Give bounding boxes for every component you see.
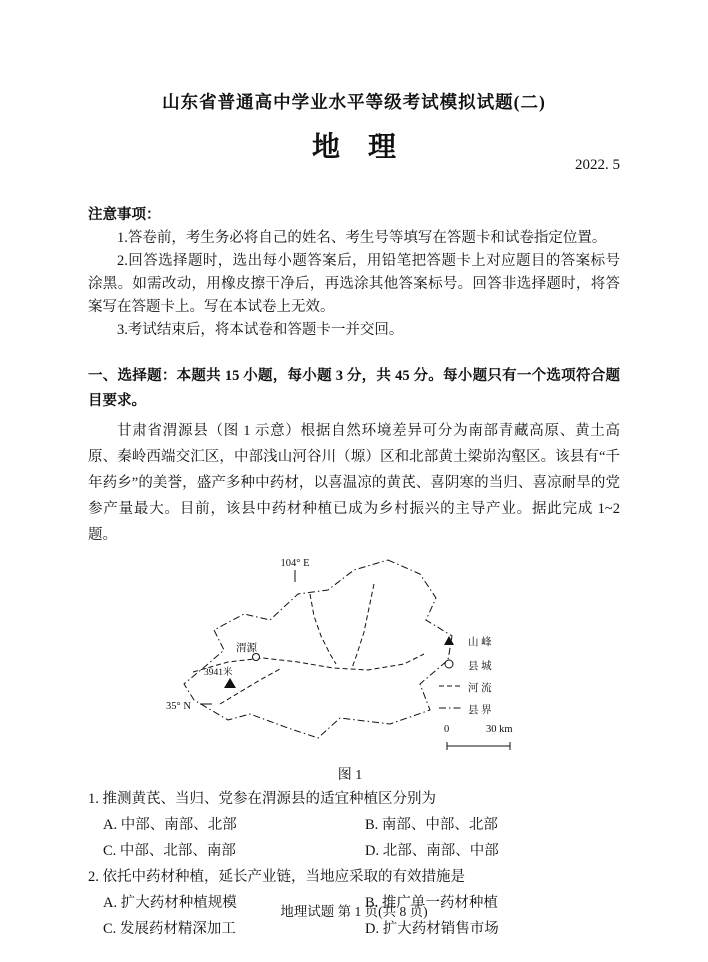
legend-boundary-label: 县 界 [468,705,492,716]
scale-end-label: 30 km [486,724,513,735]
peak-elevation-label: 3941米 [204,668,233,678]
section-heading: 一、选择题：本题共 15 小题，每小题 3 分，共 45 分。每小题只有一个选项符合题目要求。 [88,368,620,409]
question-1-option-a: A. 中部、南部、北部 [103,817,237,833]
county-town-label: 渭源 [236,643,257,654]
question-2-option-d: D. 扩大药材销售市场 [365,921,499,937]
legend-river-label: 河 流 [468,683,492,694]
question-2-option-c: C. 发展药材精深加工 [103,921,236,937]
map-legend [439,635,492,716]
question-1-options [88,812,620,864]
subject-title: 地 理 [311,132,396,163]
river-tributary-north [310,594,336,664]
question-2-option-b: B. 推广单一药材种植 [365,895,498,911]
longitude-label: 104° E [280,558,310,569]
legend-town-label: 县 城 [468,661,492,672]
county-map [158,552,542,764]
question-group-intro: 甘肃省渭源县（图 1 示意）根据自然环境差异可分为南部青藏高原、黄土高原、秦岭西端交汇区，中部浅山河谷川（塬）区和北部黄土梁峁沟壑区。该县有“千年药乡”的美誉，盛产多种中药材，以喜温凉的黄芪、喜阴寒的当归、喜凉耐旱的党参产量最大。目前，该县中药材种植已成为乡村振兴的主导产业。据此完成 1~2 题。 [88,423,620,543]
notice-item-3: 3.考试结束后，将本试卷和答题卡一并交回。 [117,322,404,338]
question-2-stem: 2. 依托中药材种植，延长产业链，当地应采取的有效措施是 [88,869,465,885]
exam-date: 2022. 5 [575,157,620,173]
figure-map [158,552,542,786]
peak-triangle-icon [224,678,236,688]
question-1-stem: 1. 推测黄芪、当归、党参在渭源县的适宜种植区分别为 [88,791,436,807]
question-1-option-b: B. 南部、中部、北部 [365,817,498,833]
county-town-icon [253,654,260,661]
notice-heading: 注意事项： [88,207,161,223]
notice-item-2: 2.回答选择题时，选出每小题答案后，用铅笔把答题卡上对应题目的答案标号涂黑。如需改动，用橡皮擦干净后，再选涂其他答案标号。回答非选择题时，将答案写在答题卡上。写在本试卷上无效。 [88,253,620,315]
exam-title: 山东省普通高中学业水平等级考试模拟试题(二) [162,92,546,112]
notice-item-1: 1.答卷前，考生务必将自己的姓名、考生号等填写在答题卡和试卷指定位置。 [117,230,607,246]
notice-section [88,204,620,342]
scale-start-label: 0 [444,724,450,735]
subject-row [88,126,620,174]
figure-caption: 图 1 [337,768,363,783]
question-2-option-a: A. 扩大药材种植规模 [103,895,237,911]
page-footer: 地理试题 第 1 页(共 8 页) [280,904,428,919]
river-tributary-northeast [352,584,374,668]
question-1-option-c: C. 中部、北部、南部 [103,843,236,859]
legend-town-icon [445,660,453,668]
legend-peak-icon [444,636,454,645]
map-scale-bar [444,724,513,750]
county-boundary-line [184,560,452,738]
question-1-option-d: D. 北部、南部、中部 [365,843,499,859]
question-1 [88,786,620,864]
latitude-label: 35° N [166,701,191,712]
legend-peak-label: 山 峰 [468,637,492,648]
